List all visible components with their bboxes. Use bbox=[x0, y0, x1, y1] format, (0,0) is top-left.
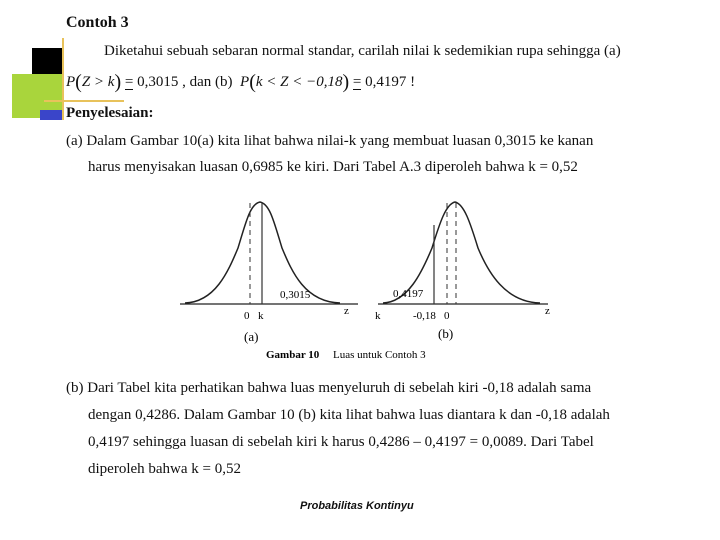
left-z-label: z bbox=[344, 305, 349, 317]
part-b-line4: diperoleh bahwa k = 0,52 bbox=[88, 461, 242, 477]
part-b-line2: dengan 0,4286. Dalam Gambar 10 (b) kita lihat bahwa luas diantara k dan -0,18 adalah bbox=[88, 407, 610, 423]
prob-symbol-b: P bbox=[240, 74, 250, 90]
exclamation: ! bbox=[410, 74, 416, 90]
part-b-line1: (b) Dari Tabel kita perhatikan bahwa luas menyeluruh di sebelah kiri -0,18 adalah sama bbox=[66, 380, 592, 396]
part-b-line3: 0,4197 sehingga luasan di sebelah kiri k harus 0,4286 – 0,4197 = 0,0089. Dari Tabel bbox=[88, 434, 594, 450]
footer-text: Probabilitas Kontinyu bbox=[300, 500, 414, 512]
part-a-line2: harus menyisakan luasan 0,6985 ke kiri. Dari Tabel A.3 diperoleh bahwa k = 0,52 bbox=[88, 159, 578, 175]
problem-statement-formulas: P(Z > k) = 0,3015 , dan (b) P(k < Z < −0,18) = 0,4197 ! bbox=[66, 71, 416, 93]
right-neg018-label: -0,18 bbox=[413, 310, 436, 322]
left-area-label: 0,3015 bbox=[280, 289, 311, 301]
left-zero-label: 0 bbox=[244, 310, 250, 322]
solution-heading: Penyelesaian: bbox=[66, 105, 154, 121]
prob-symbol-a: P bbox=[66, 74, 76, 90]
left-caption: (a) bbox=[244, 329, 259, 344]
part-a-inequality: Z > k bbox=[81, 74, 115, 90]
left-k-label: k bbox=[258, 310, 264, 322]
figure-caption-rest: Luas untuk Contoh 3 bbox=[333, 349, 426, 361]
connector-text: , dan (b) bbox=[182, 74, 233, 90]
right-zero-label: 0 bbox=[444, 310, 450, 322]
part-a-line1: (a) Dalam Gambar 10(a) kita lihat bahwa nilai-k yang membuat luasan 0,3015 ke kanan bbox=[66, 133, 594, 149]
right-area-label: 0,4197 bbox=[393, 288, 424, 300]
right-k-label: k bbox=[375, 310, 381, 322]
right-z-label: z bbox=[545, 305, 550, 317]
part-b-inequality: k < Z < −0,18 bbox=[255, 74, 343, 90]
figure-caption-bold: Gambar 10 bbox=[266, 349, 320, 361]
problem-statement-line1: Diketahui sebuah sebaran normal standar, carilah nilai k sedemikian rupa sehingga (a) bbox=[104, 43, 621, 59]
right-caption: (b) bbox=[438, 326, 454, 341]
part-b-value: 0,4197 bbox=[365, 74, 407, 90]
example-title: Contoh 3 bbox=[66, 14, 129, 31]
part-a-value: 0,3015 bbox=[137, 74, 179, 90]
